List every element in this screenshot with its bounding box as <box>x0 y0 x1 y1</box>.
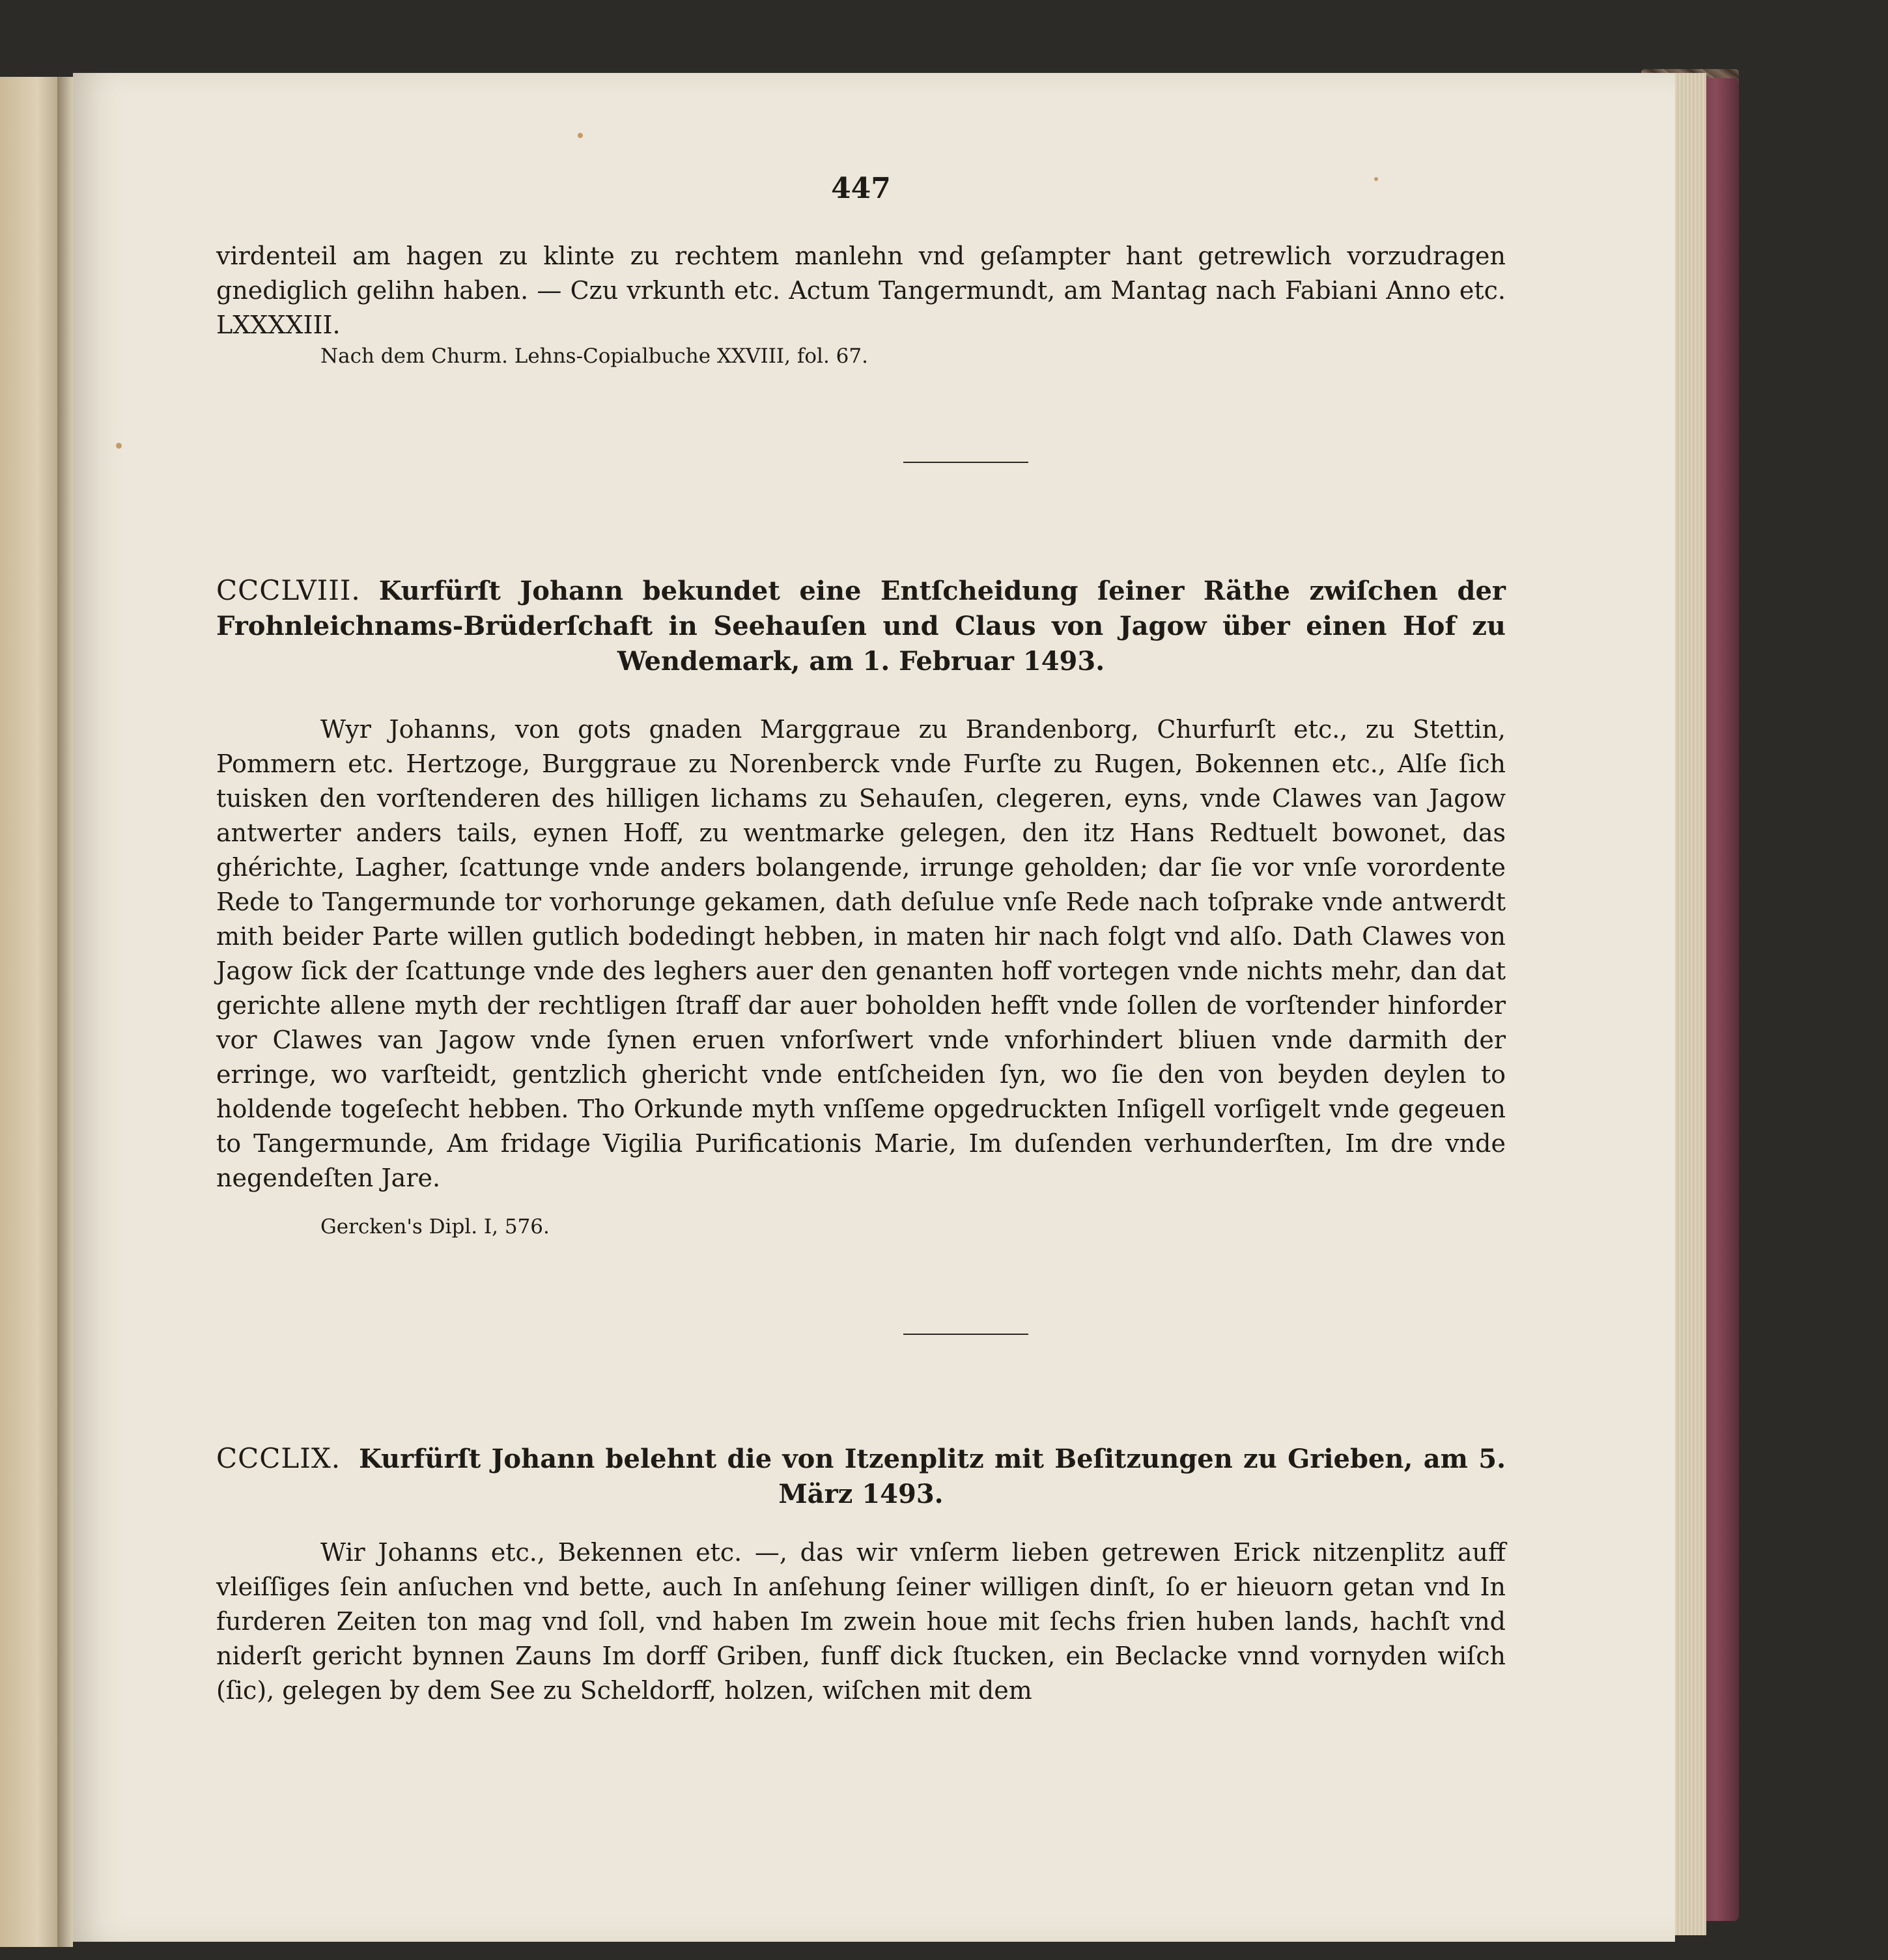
document-358-source: Gercken's Dipl. I, 576. <box>320 1215 550 1239</box>
section-tail-text: virdenteil am hagen zu klinte zu rechtem manlehn vnd geſampter hant getrewlich vorzudragen gnediglich gelihn haben. — Czu vrkunth etc. Actum Tangermundt, am Mantag nach Fabiani Anno etc. LXXXXIII. <box>216 242 1506 339</box>
document-358-body: Wyr Johanns, von gots gnaden Marggraue zu Brandenborg, Churfurſt etc., zu Stettin, Pommern etc. Hertzoge, Burggraue zu Norenberck vnde Furſte zu Rugen, Bokennen etc., Alſe ſich tuisken den vorſtenderen des hilligen lichams zu Sehauſen, clegeren, eyns, vnde Clawes van Jagow antwerter anders tails, eynen Hoff, zu wentmarke gelegen, den itz Hans Redtuelt bowonet, das ghérichte, Lagher, ſcattunge vnde anders bolangende, irrunge geholden; dar ſie vor vnſe vorordente Rede to Tangermunde tor vorhorunge gekamen, dath deſulue vnſe Rede nach toſprake vnde antwerdt mith beider Parte willen gutlich bodedingt hebben, in maten hir nach folgt vnd alſo. Dath Clawes von Jagow ſick der ſcattunge vnde des leghers auer den genanten hoff vortegen vnde nichts mehr, dan dat gerichte allene myth der rechtligen ſtraff dar auer boholden hefft vnde ſollen de vorſtender hinforder vor Clawes van Jagow vnde ſynen eruen vnforſwert vnde vnforhindert bliuen vnde darmith der erringe, wo varſteidt, gentzlich ghericht vnde entſcheiden ſyn, wo ſie den von beyden deylen to holdende togeſecht hebben. Tho Orkunde myth vnſſeme opgedruckten Inſigell vorſigelt vnde gegeuen to Tangermunde, Am fridage Vigilia Purificationis Marie, Im duſenden verhunderſten, Im dre vnde negendeſten Jare. <box>216 715 1506 1192</box>
document-359-body: Wir Johanns etc., Bekennen etc. —, das wir vnſerm lieben getrewen Erick nitzenplitz auff vleiſſiges ſein anſuchen vnd bette, auch In anſehung ſeiner willigen dinſt, ſo er hieuorn getan vnd In furderen Zeiten ton mag vnd ſoll, vnd haben Im zwein houe mit ſechs frien huben lands, hachſt vnd niderſt gericht bynnen Zauns Im dorff Griben, funff dick ſtucken, ein Beclacke vnnd vornyden wiſch (ſic), gelegen by dem See zu Scheldorff, holzen, wiſchen mit dem <box>216 1538 1506 1705</box>
document-359-heading <box>216 1441 1506 1512</box>
book-gutter <box>57 77 73 1947</box>
section-divider <box>903 1334 1028 1335</box>
section-divider <box>903 462 1028 463</box>
document-359-title: Kurfürſt Johann belehnt die von Itzenplitz mit Beſitzungen zu Grieben, am 5. März 1493. <box>359 1444 1506 1509</box>
document-358-heading <box>216 573 1506 679</box>
section-tail-source: Nach dem Churm. Lehns-Copialbuche XXVIII, fol. 67. <box>320 344 868 368</box>
page-number: 447 <box>831 172 891 205</box>
document-358-title: Kurfürſt Johann bekundet eine Entſcheidung ſeiner Räthe zwiſchen der Frohnleichnams-Brüderſchaft in Seehauſen und Claus von Jagow über einen Hof zu Wendemark, am 1. Februar 1493. <box>216 576 1506 677</box>
document-359-number: CCCLIX. <box>216 1442 341 1474</box>
foxing-spot <box>116 443 122 449</box>
book-page <box>73 73 1675 1942</box>
foxing-spot <box>578 133 583 138</box>
document-358-number: CCCLVIII. <box>216 574 361 606</box>
